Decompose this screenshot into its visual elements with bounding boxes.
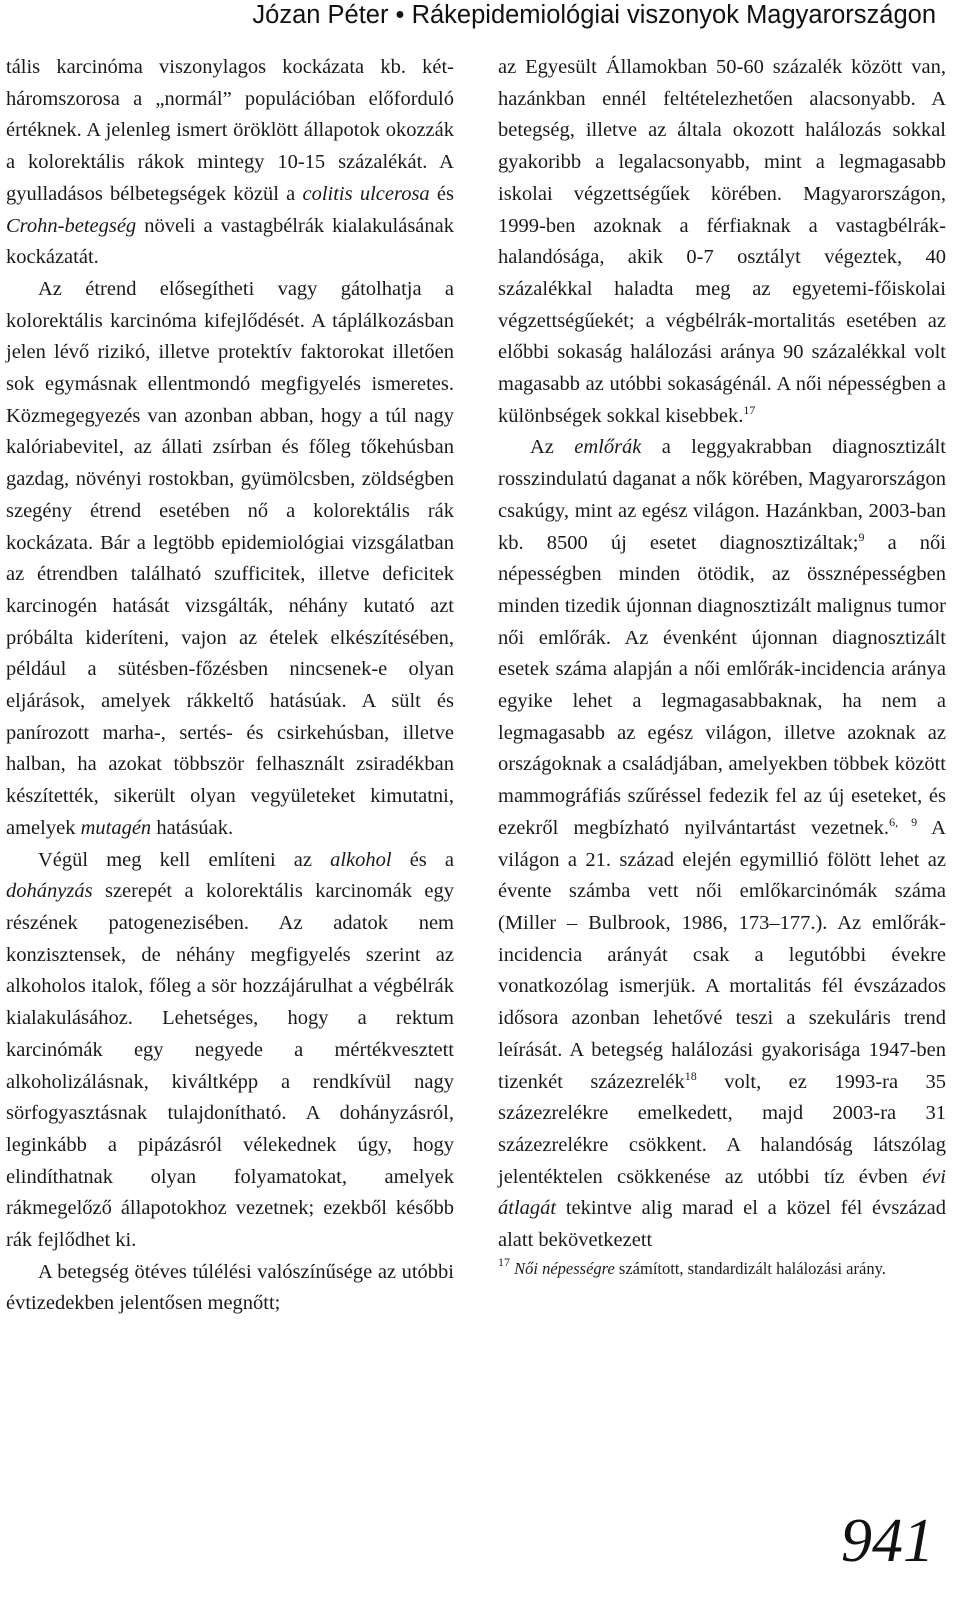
italic-term-annual-average: évi átlagát xyxy=(498,1165,946,1220)
paragraph-survival-continued xyxy=(498,52,946,432)
italic-term-mutagen: mutagén xyxy=(80,816,152,839)
text-segment: és xyxy=(429,182,454,205)
italic-term-smoking: dohányzás xyxy=(6,880,93,903)
right-text-column xyxy=(498,52,946,1281)
text-segment: növeli a vastagbélrák kialakulásának kockázatát. xyxy=(6,214,454,269)
text-segment: a leggyakrabban diagnosztizált rosszindulatú daganat a nők körében, Magyarországon csakúgy, mint az egész világon. Hazánkban, 2003-ban kb. 8500 új esetet diagnosztizáltak; xyxy=(498,436,947,554)
italic-term-crohn: Crohn-betegség xyxy=(6,214,137,237)
italic-term-alcohol: alkohol xyxy=(330,848,392,871)
text-segment: tális karcinóma viszonylagos kockázata kb. két-háromszorosa a „normál” populációban előforduló értéknek. A jelenleg ismert öröklött állapotok okozzák a kolorektális rákok mintegy 10-15 százalékát. A gyulladásos bélbetegségek közül a xyxy=(6,56,454,205)
footnote-number: 17 xyxy=(498,1254,510,1269)
footnote-italic: Női népességre xyxy=(514,1258,615,1278)
text-segment: Az étrend elősegítheti vagy gátolhatja a kolorektális karcinóma kifejlődését. A táplálkozásban jelen lévő rizikó, illetve protektív faktorokat illetően sok egymásnak ellentmondó megfigyelés ismeretes. Közmegegyezés van azonban abban, hogy a túl nagy kalóriabevitel, az állati zsírban és főleg tőkehúsban gazdag, növényi rostokban, gyümölcsben, zöldségben szegény étrend esetében nő a kolorektális rák kockázata. Bár a legtöbb epidemiológiai vizsgálatban az étrendben található szufficitek, illetve deficitek karcinogén hatását vizsgálták, néhány kutató azt próbálta kideríteni, vajon az ételek elkészítésében, például a sütésben-főzésben nincsenek-e olyan eljárások, amelyek rákkeltő hatásúak. A sült és panírozott marha-, sertés- és csirkehúsban, illetve halban, ha azokat többször felhasznált zsiradékban készítették, sikerült olyan vegyületeket kimutatni, amelyek xyxy=(6,277,454,839)
text-segment: A világon a 21. század elején egymillió fölött lehet az évente számba vett női emlőkarcinómák száma (Miller – Bulbrook, 1986, 173–177.). Az emlőrák-incidencia arányát csak a legutóbbi évekre vonatkozólag ismerjük. A mortalitás fél évszázados idősora azonban lehetővé teszi a szekuláris trend leírását. A betegség halálozási gyakorisága 1947-ben tizenkét százezrelék xyxy=(498,816,946,1093)
text-segment: Végül meg kell említeni az xyxy=(38,848,331,871)
running-header: Józan Péter • Rákepidemiológiai viszonyok Magyarországon xyxy=(252,1,936,29)
paragraph-breast-cancer xyxy=(498,432,946,1256)
italic-term-breast-cancer: emlőrák xyxy=(574,436,642,459)
citation-ref: 6, 9 xyxy=(889,814,918,829)
paragraph-survival xyxy=(6,1257,454,1320)
footnote xyxy=(498,1254,946,1281)
text-segment: hatásúak. xyxy=(151,816,234,839)
text-segment: Az xyxy=(530,436,575,459)
page-number: 941 xyxy=(841,1507,934,1575)
paragraph-colorectal-risk xyxy=(6,52,454,274)
footnote-text: számított, standardizált halálozási arány. xyxy=(614,1258,886,1278)
text-segment: és a xyxy=(391,848,454,871)
paragraph-alcohol-smoking xyxy=(6,845,454,1257)
text-segment: A betegség ötéves túlélési valószínűsége az utóbbi évtizedekben jelentősen megnőtt; xyxy=(6,1260,454,1315)
footnote-ref: 17 xyxy=(743,402,756,417)
italic-term-colitis: colitis ulcerosa xyxy=(302,182,430,205)
left-text-column xyxy=(6,52,454,1320)
citation-ref: 9 xyxy=(858,529,865,544)
text-segment: volt, ez 1993-ra 35 százezrelékre emelkedett, majd 2003-ra 31 százezrelékre csökkent. A halandóság látszólag jelentéktelen csökkenése az utóbbi tíz évben xyxy=(498,1070,947,1188)
text-segment: az Egyesült Államokban 50-60 százalék között van, hazánkban ennél feltételezhetően alacsonyabb. A betegség, illetve az általa okozott halálozás sokkal gyakoribb a legalacsonyabb, mint a legmagasabb iskolai végzettségűek körében. Magyarországon, 1999-ben azoknak a férfiaknak a vastagbélrák-halandósága, akik 0-7 osztályt végeztek, 40 százalékkal haladta meg az egyetemi-főiskolai végzettségűekét; a végbélrák-mortalitás esetében az előbbi sokaság halálozási aránya 90 százalékkal volt magasabb az utóbbi sokaságénál. A női népességben a különbségek sokkal kisebbek. xyxy=(498,56,946,427)
paragraph-diet xyxy=(6,274,454,845)
text-segment: tekintve alig marad el a közel fél évszázad alatt bekövetkezett xyxy=(498,1197,946,1252)
citation-ref: 18 xyxy=(684,1068,697,1083)
text-segment: a női népességben minden ötödik, az össznépességben minden tizedik újonnan diagnosztizált malignus tumor női emlőrák. Az évenként újonnan diagnosztizált esetek száma alapján a női emlőrák-incidencia aránya egyike lehet a legmagasabbaknak, ha nem a legmagasabb az egész világon, illetve azoknak az országoknak a családjában, amelyekben többek között mammográfiás szűréssel fedezik fel az új eseteket, és ezekről megbízható nyilvántartást vezetnek. xyxy=(498,531,946,839)
text-segment: szerepét a kolorektális karcinomák egy részének patogenezisében. Az adatok nem konzisztensek, de néhány megfigyelés szerint az alkoholos italok, főleg a sör hozzájárulhat a végbélrák kialakulásához. Lehetséges, hogy a rektum karcinómák egy negyede a mértékvesztett alkoholizálásnak, kiváltképp a rendkívül nagy sörfogyasztásnak tulajdonítható. A dohányzásról, leginkább a pipázásról vélekednek úgy, hogy elindíthatnak olyan folyamatokat, amelyek rákmegelőző állapotokhoz vezetnek; ezekből később rák fejlődhet ki. xyxy=(6,880,454,1252)
